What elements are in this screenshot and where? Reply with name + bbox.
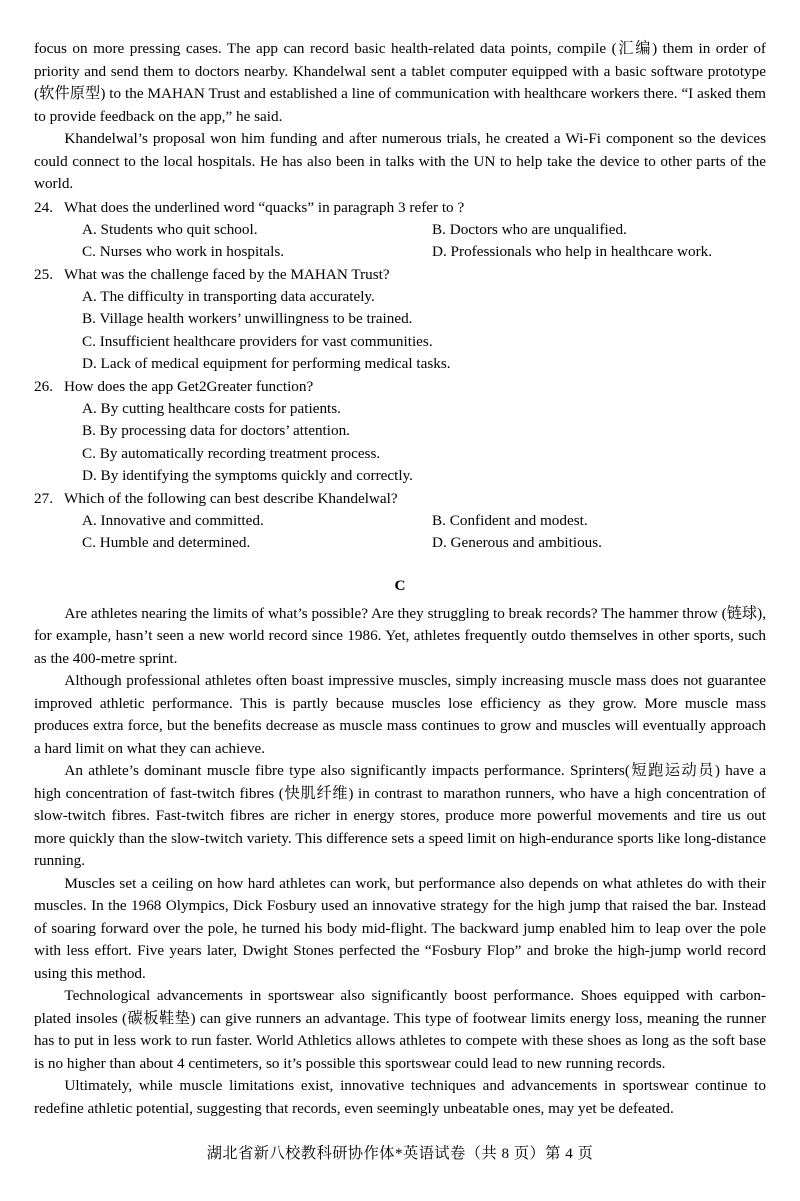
option-24-c[interactable]: C. Nurses who work in hospitals. [82,242,285,260]
option-24-a[interactable]: A. Students who quit school. [82,220,258,238]
passage-c-paragraph-1: Are athletes nearing the limits of what’s possible? Are they struggling to break records? The hammer throw (链球), for example, hasn’t seen a new world record since 1986. Yet, athletes frequently outdo themselves in other sports, such as the 400-metre sprint. [34,604,766,667]
question-26-stem [34,376,766,398]
passage-c-paragraph-5: Technological advancements in sportswear also significantly boost performance. Shoes equipped with carbon-plated insoles (碳板鞋垫) can give runners an advantage. This type of footwear limits energy loss, meaning the runner has to put in less work to run faster. World Athletics allows athletes to compete with these shoes as long as the soft base is no higher than about 4 centimeters, so it’s possible this sportswear could lead to new running records. [34,987,766,1072]
option-27-b[interactable]: B. Confident and modest. [432,512,588,530]
question-27-stem [34,488,766,510]
question-24-options-row-1 [34,219,766,241]
question-27-options-row-1 [34,510,766,532]
option-25-a[interactable]: A. The difficulty in transporting data accurately. [82,288,375,306]
section-letter-c: C [394,576,406,594]
option-24-b[interactable]: B. Doctors who are unqualified. [432,220,627,238]
option-25-b[interactable]: B. Village health workers’ unwillingness to be trained. [82,310,413,328]
passage-c-paragraph-6: Ultimately, while muscle limitations exist, innovative techniques and advancements in sportswear continue to redefine athletic potential, suggesting that records, even seemingly unbeatable ones, may yet be defeated. [34,1077,766,1117]
question-27-options-row-2 [34,532,766,554]
option-24-d[interactable]: D. Professionals who help in healthcare work. [432,242,713,260]
question-27 [34,488,766,555]
question-26-number: 26. [34,378,53,395]
question-24-options-row-2 [34,241,766,263]
option-26-a[interactable]: A. By cutting healthcare costs for patients. [82,400,341,418]
option-26-b[interactable]: B. By processing data for doctors’ attention. [82,422,350,440]
option-27-a[interactable]: A. Innovative and committed. [82,512,264,530]
question-24-stem [34,197,766,219]
option-25-d[interactable]: D. Lack of medical equipment for performing medical tasks. [82,354,451,372]
question-25-stem [34,264,766,286]
question-27-number: 27. [34,489,53,507]
question-26-text: How does the app Get2Greater function? [64,378,314,395]
option-26-d[interactable]: D. By identifying the symptoms quickly and correctly. [82,466,413,484]
question-26 [34,376,766,487]
paragraph-funding: Khandelwal’s proposal won him funding and after numerous trials, he created a Wi-Fi component so the devices could connect to the local hospitals. He has also been in talks with the UN to help take the device to other parts of the world. [34,130,766,192]
question-24 [34,197,766,264]
option-27-d[interactable]: D. Generous and ambitious. [432,534,602,552]
question-25 [34,264,766,375]
option-26-c[interactable]: C. By automatically recording treatment process. [82,444,381,462]
question-24-text: What does the underlined word “quacks” in paragraph 3 refer to ? [64,198,465,216]
question-27-text: Which of the following can best describe Khandelwal? [64,489,398,507]
option-25-c[interactable]: C. Insufficient healthcare providers for vast communities. [82,332,433,350]
question-25-text: What was the challenge faced by the MAHAN Trust? [64,266,390,284]
passage-c-paragraph-4: Muscles set a ceiling on how hard athletes can work, but performance also depends on what athletes do with their muscles. In the 1968 Olympics, Dick Fosbury used an innovative strategy for the high jump that raised the bar. Instead of soaring forward over the pole, he turned his body mid-flight. The backward jump enabled him to leap over the pole with less effort. Five years later, Dwight Stones perfected the “Fosbury Flop” and broke the high-jump world record using this method. [34,874,766,982]
paragraph-continuation: focus on more pressing cases. The app can record basic health-related data points, compile (汇编) them in order of priority and send them to doctors nearby. Khandelwal sent a tablet computer equipped with a basic software prototype (软件原型) to the MAHAN Trust and established a line of communication with healthcare workers there. “I asked them to provide feedback on the app,” he said. [34,40,766,125]
option-27-c[interactable]: C. Humble and determined. [82,534,251,552]
page-footer: 湖北省新八校教科研协作体*英语试卷（共 8 页）第 4 页 [206,1145,594,1162]
question-25-number: 25. [34,266,53,284]
passage-c-paragraph-2: Although professional athletes often boast impressive muscles, simply increasing muscle mass does not guarantee improved athletic performance. This is partly because muscles lose efficiency as they grow. More muscle mass produces extra force, but the benefits decrease as muscle mass continues to grow and muscles will eventually approach a hard limit on what they can achieve. [34,672,766,757]
passage-c-paragraph-3: An athlete’s dominant muscle fibre type also significantly impacts performance. Sprinters(短跑运动员) have a high concentration of fast-twitch fibres (快肌纤维) in contrast to marathon runners, who have a high concentration of slow-twitch fibres. Fast-twitch fibres are richer in energy stores, produce more powerful movements and tire us out more quickly than the slow-twitch variety. This difference sets a speed limit on high-endurance sports like long-distance running. [34,762,766,869]
question-24-number: 24. [34,198,53,216]
